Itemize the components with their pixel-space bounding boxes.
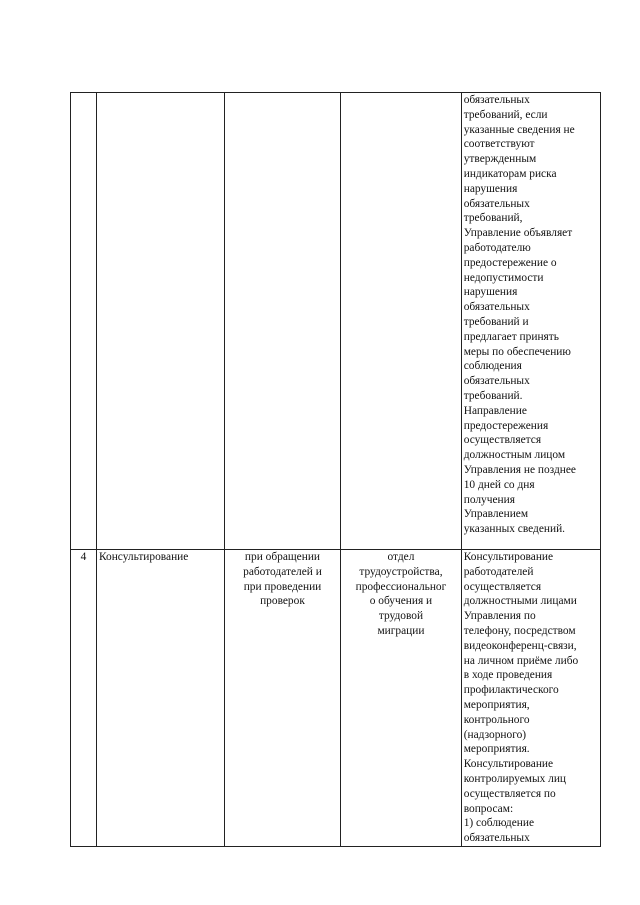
cell-text-line: требований, если xyxy=(463,108,548,121)
row-number-cell xyxy=(71,93,97,550)
cell-text-line: проверок xyxy=(260,595,305,608)
cell-text-line: трудовой xyxy=(378,610,424,623)
cell-text-line: Консультирование xyxy=(463,758,554,771)
cell-text-line: требований, xyxy=(463,212,523,225)
cell-text-line: требований и xyxy=(463,315,529,328)
timing-cell xyxy=(224,93,340,550)
row-number-cell: 4 xyxy=(71,550,97,847)
cell-text-line: работодателей xyxy=(463,565,534,578)
cell-text-line: осуществляется xyxy=(463,434,542,447)
cell-text-line: мероприятия, xyxy=(463,698,530,711)
cell-text-line: отдел xyxy=(387,551,415,563)
cell-text-line: утвержденным xyxy=(463,153,537,166)
cell-text-line: контрольного xyxy=(463,713,530,726)
cell-text-line: 1) соблюдение xyxy=(463,817,535,830)
cell-text-line: Управлением xyxy=(463,508,529,521)
cell-text-line: миграции xyxy=(377,624,425,637)
cell-text-line: (надзорного) xyxy=(463,728,527,741)
cell-text-line: в ходе проведения xyxy=(463,669,553,682)
cell-text-line: на личном приёме либо xyxy=(463,654,579,667)
cell-text-line: соответствуют xyxy=(463,138,535,151)
cell-text-line: обязательных xyxy=(463,375,530,388)
cell-text-line: указанных сведений. xyxy=(463,523,566,536)
cell-text-line: профилактического xyxy=(463,684,559,697)
cell-text-line: нарушения xyxy=(463,182,518,195)
cell-text-line: получения xyxy=(463,493,515,506)
cell-text-line: недопустимости xyxy=(463,271,544,284)
cell-text-line: 10 дней со дня xyxy=(463,478,535,491)
cell-text-line: меры по обеспечению xyxy=(463,345,571,358)
cell-text-line: мероприятия. xyxy=(463,743,530,756)
cell-text-line: трудоустройства, xyxy=(359,565,443,578)
cell-text-line: осуществляется xyxy=(463,580,542,593)
cell-text-line: Управления не позднее xyxy=(463,463,576,476)
cell-text-line: при обращении xyxy=(244,551,321,563)
cell-text-line: телефону, посредством xyxy=(463,624,576,637)
cell-text-line: осуществляется по xyxy=(463,787,556,800)
table-row xyxy=(71,550,601,847)
cell-text-line: требований. xyxy=(463,389,523,402)
cell-text-line: вопросам: xyxy=(463,802,514,815)
cell-text-line: работодателю xyxy=(463,241,531,254)
cell-text-line: предостережение о xyxy=(463,256,557,269)
description-cell xyxy=(461,550,600,847)
department-cell xyxy=(341,550,462,847)
cell-text-line: обязательных xyxy=(463,197,530,210)
cell-text-line: о обучения и xyxy=(369,595,433,608)
cell-text-line: индикаторам риска xyxy=(463,167,557,180)
cell-text-line: указанные сведения не xyxy=(463,123,575,136)
cell-text-line: обязательных xyxy=(463,832,530,845)
measure-name-cell xyxy=(96,93,224,550)
cell-text-line: видеоконференц-связи, xyxy=(463,639,577,652)
measures-table xyxy=(70,92,601,847)
cell-text-line: работодателей и xyxy=(243,565,322,578)
table-row xyxy=(71,93,601,550)
cell-text-line: соблюдения xyxy=(463,360,522,373)
cell-text-line: при проведении xyxy=(243,580,322,593)
measure-name-cell: Консультирование xyxy=(96,550,224,847)
cell-text-line: Управление объявляет xyxy=(463,227,573,240)
cell-text-line: обязательных xyxy=(463,94,530,106)
cell-text-line: должностным лицом xyxy=(463,449,566,462)
department-cell xyxy=(341,93,462,550)
cell-text-line: Направление xyxy=(463,404,527,417)
timing-cell xyxy=(224,550,340,847)
cell-text-line: предлагает принять xyxy=(463,330,559,343)
cell-text-line: должностными лицами xyxy=(463,595,577,608)
description-cell xyxy=(461,93,600,550)
cell-text-line: Управления по xyxy=(463,610,536,623)
cell-text-line: нарушения xyxy=(463,286,518,299)
cell-text-line: обязательных xyxy=(463,301,530,314)
cell-text-line: контролируемых лиц xyxy=(463,772,567,785)
cell-text-line: предостережения xyxy=(463,419,549,432)
cell-text-line: Консультирование xyxy=(463,551,554,563)
cell-text-line: профессиональног xyxy=(355,580,447,593)
